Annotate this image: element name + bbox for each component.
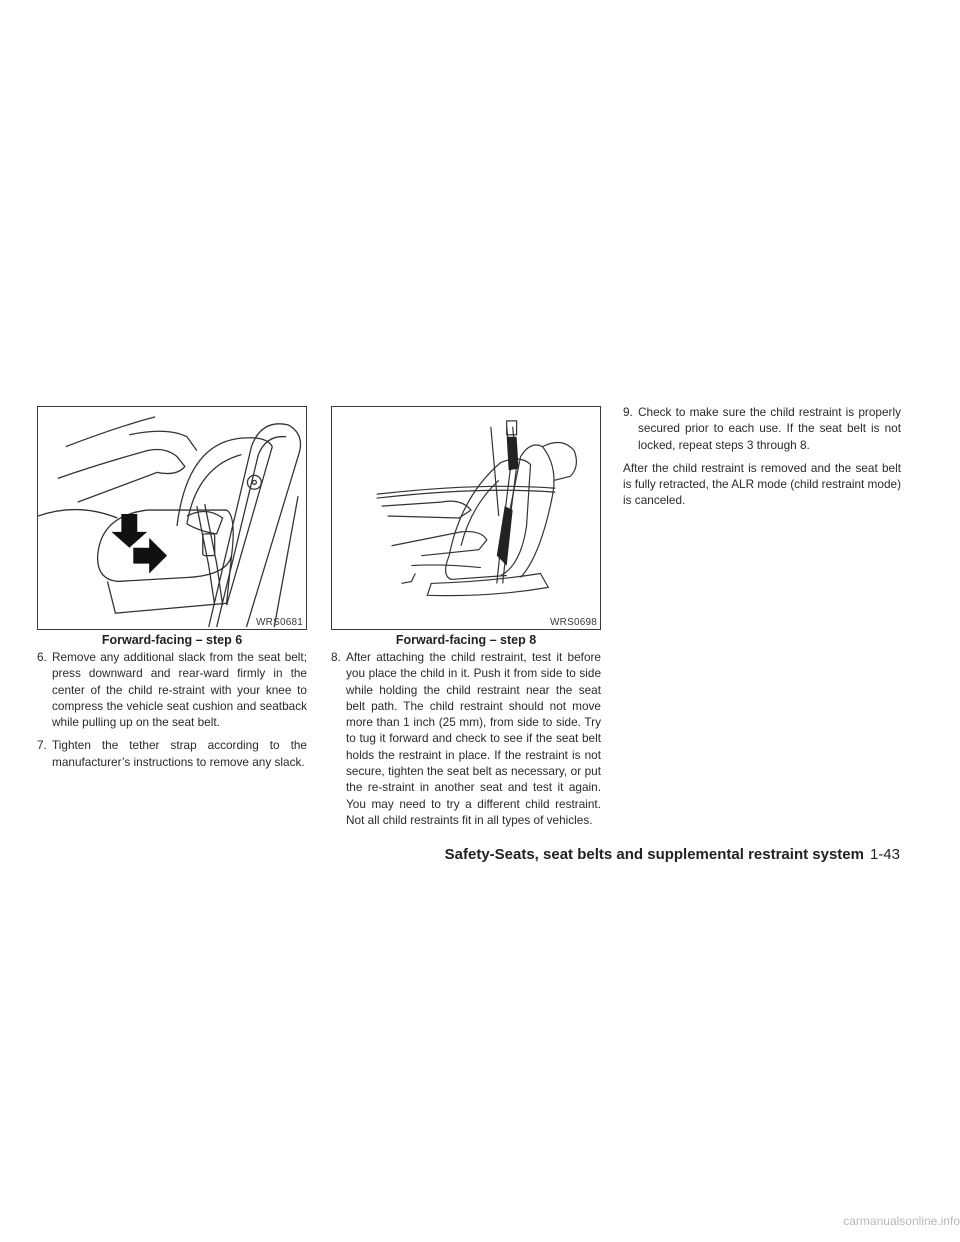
illustration-step-6 [38,407,306,629]
page-footer [426,846,900,863]
step-text: After attaching the child restraint, test it before you place the child in it. Push it from side to side while holding the child restraint near the seat belt path. The child restraint should not move more than 1 inch (25 mm), from side to side. Try to tug it forward and check to see if the seat belt holds the restraint in place. If the restraint is not secure, tighten the seat belt as necessary, or put the re-straint in another seat and test it again. You may need to try a different child restraint. Not all child restraints fit in all types of vehicles. [346,650,601,827]
column-right [623,404,901,509]
illustration-step-8 [332,407,600,629]
column-middle [331,406,601,835]
section-title: Safety-Seats, seat belts and supplemental restraint system [444,846,864,863]
step-number: 7. [37,738,47,753]
step-text: Check to make sure the child restraint is properly secured prior to each use. If the seat belt is not locked, repeat steps 3 through 8. [638,405,901,452]
column-left [37,406,307,777]
step-list [623,404,901,453]
step-list [37,649,307,770]
step-text: Remove any additional slack from the seat belt; press downward and rear-ward firmly in the center of the child re-straint with your knee to compress the vehicle seat cushion and seatback while pulling up on the seat belt. [52,650,307,730]
page-number: 1-43 [869,846,900,863]
closing-paragraph: After the child restraint is removed and the seat belt is fully retracted, the ALR mode (child restraint mode) is canceled. [623,460,901,508]
figure-step-6 [37,406,307,630]
step-list [331,649,601,828]
step-number: 8. [331,650,341,664]
figure-step-8 [331,406,601,630]
list-item [331,649,601,828]
step-text: Tighten the tether strap according to the manufacturer’s instructions to remove any slack. [52,738,307,769]
step-number: 9. [623,405,633,419]
figure-caption: Forward-facing – step 8 [395,633,537,647]
figure-code: WRS0681 [256,617,303,628]
list-item [37,649,307,730]
figure-code: WRS0698 [550,617,597,628]
list-item [37,737,307,770]
watermark: carmanualsonline.info [843,1214,960,1228]
list-item [623,404,901,453]
step-number: 6. [37,650,47,664]
figure-caption: Forward-facing – step 6 [101,633,243,647]
